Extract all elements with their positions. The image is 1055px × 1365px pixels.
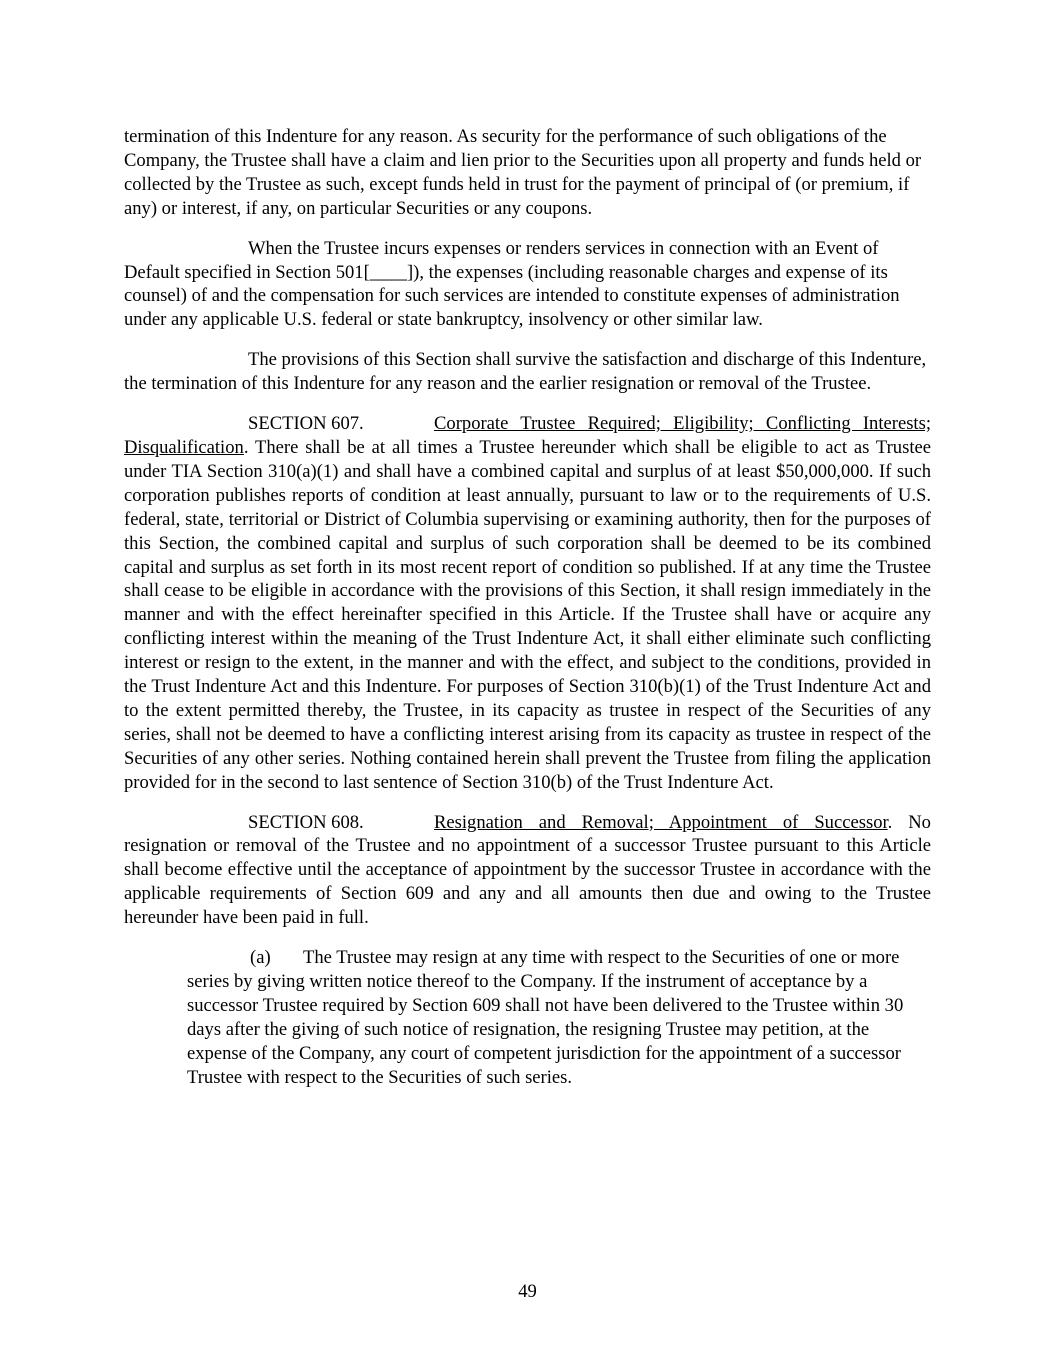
section-608-number: SECTION 608. (248, 811, 364, 833)
paragraph-lien-claim (124, 125, 931, 221)
section-608 (124, 811, 931, 931)
section-608-body: . No resignation or removal of the Trustee and no appointment of a successor Trustee pursuant to this Article shall become effective until the acceptance of appointment by the successor Trustee in accordance with the applicable requirements of Section 609 and any and all amounts then due and owing to the Trustee hereunder have been paid in full. (124, 811, 931, 929)
paragraph-survival (124, 348, 931, 396)
page-number: 49 (518, 1281, 537, 1302)
paragraph-event-of-default-expenses (124, 237, 931, 333)
paragraph-text: When the Trustee incurs expenses or renders services in connection with an Event of Default specified in Section 501[____]), the expenses (including reasonable charges and expense of its counsel) of and the compensation for such services are intended to constitute expenses of administration under any applicable U.S. federal or state bankruptcy, insolvency or other similar law. (124, 237, 900, 331)
section-608-subsection-a (187, 946, 931, 1089)
section-607-title: Corporate Trustee Required; Eligibility; Conflicting Interests; Disqualification (124, 413, 931, 458)
document-body (124, 125, 931, 1090)
section-607-body: . There shall be at all times a Trustee hereunder which shall be eligible to act as Trustee under TIA Section 310(a)(1) and shall have a combined capital and surplus of at least $50,000,000. If such corporation publishes reports of condition at least annually, pursuant to law or to the requirements of U.S. federal, state, territorial or District of Columbia supervising or examining authority, then for the purposes of this Section, the combined capital and surplus of such corporation shall be deemed to be its combined capital and surplus as set forth in its most recent report of condition so published. If at any time the Trustee shall cease to be eligible in accordance with the provisions of this Section, it shall resign immediately in the manner and with the effect hereinafter specified in this Article. If the Trustee shall have or acquire any conflicting interest within the meaning of the Trust Indenture Act, it shall either eliminate such conflicting interest or resign to the extent, in the manner and with the effect, and subject to the conditions, provided in the Trust Indenture Act and this Indenture. For purposes of Section 310(b)(1) of the Trust Indenture Act and to the extent permitted thereby, the Trustee, in its capacity as trustee in respect of the Securities of any series, shall not be deemed to have a conflicting interest arising from its capacity as trustee in respect of the Securities of any other series. Nothing contained herein shall prevent the Trustee from filing the application provided for in the second to last sentence of Section 310(b) of the Trust Indenture Act. (124, 436, 931, 793)
paragraph-text: The provisions of this Section shall survive the satisfaction and discharge of this Indenture, the termination of this Indenture for any reason and the earlier resignation or removal of the Trustee. (124, 349, 927, 395)
subsection-a-label: (a) (250, 947, 271, 969)
paragraph-text: termination of this Indenture for any reason. As security for the performance of such obligations of the Company, the Trustee shall have a claim and lien prior to the Securities upon all property and funds held or collected by the Trustee as such, except funds held in trust for the payment of principal of (or premium, if any) or interest, if any, on particular Securities or any coupons. (124, 126, 922, 219)
section-608-title: Resignation and Removal; Appointment of Successor (434, 811, 888, 833)
section-607 (124, 412, 931, 795)
section-607-number: SECTION 607. (248, 413, 364, 435)
subsection-a-text: The Trustee may resign at any time with respect to the Securities of one or more series by giving written notice thereof to the Company. If the instrument of acceptance by a successor Trustee required by Section 609 shall not have been delivered to the Trustee within 30 days after the giving of such notice of resignation, the resigning Trustee may petition, at the expense of the Company, any court of competent jurisdiction for the appointment of a successor Trustee with respect to the Securities of such series. (187, 947, 904, 1088)
